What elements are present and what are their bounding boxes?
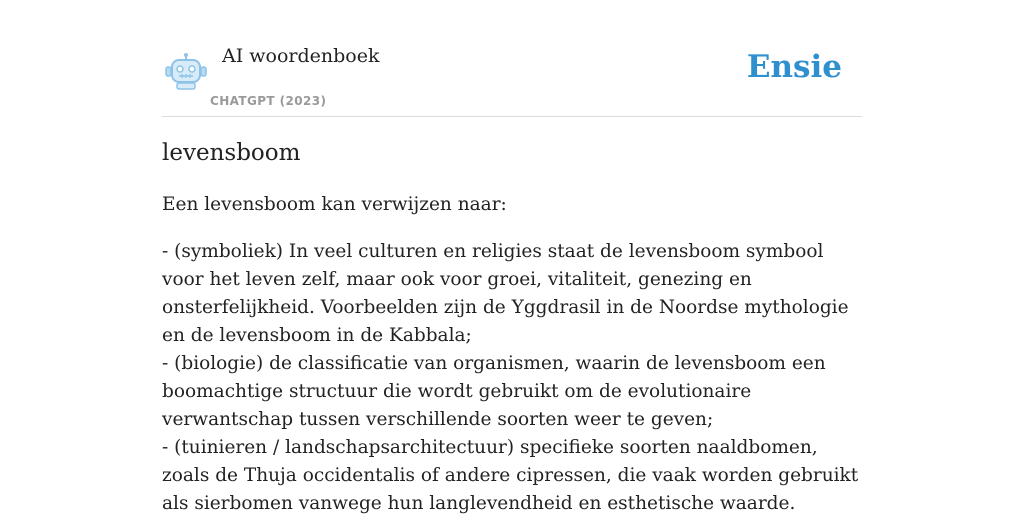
entry-term: levensboom bbox=[162, 140, 301, 166]
page bbox=[162, 0, 862, 514]
source-subtitle: CHATGPT (2023) bbox=[210, 94, 327, 108]
source-title[interactable]: AI woordenboek bbox=[222, 45, 380, 67]
definition-sense: - (symboliek) In veel culturen en religies staat de levensboom symbool voor het leven zelf, maar ook voor groei, vitaliteit, genezing en onsterfelijkheid. Voorbeelden zijn de Yggdrasil in de Noordse mythologie en de levensboom in de Kabbala; bbox=[162, 241, 849, 346]
entry-definition bbox=[162, 191, 862, 518]
definition-sense: - (tuinieren / landschapsarchitectuur) specifieke soorten naaldbomen, zoals de Thuja occidentalis of andere cipressen, die vaak worden gebruikt als sierbomen vanwege hun langlevendheid en esthetische waarde. bbox=[162, 437, 859, 514]
source-header bbox=[162, 0, 862, 117]
definition-sense: - (biologie) de classificatie van organismen, waarin de levensboom een boomachtige structuur die wordt gebruikt om de evolutionaire verwantschap tussen verschillende soorten weer te geven; bbox=[162, 353, 826, 430]
brand-logo[interactable]: Ensie bbox=[746, 49, 842, 85]
definition-intro: Een levensboom kan verwijzen naar: bbox=[162, 194, 507, 215]
robot-icon bbox=[165, 52, 207, 90]
